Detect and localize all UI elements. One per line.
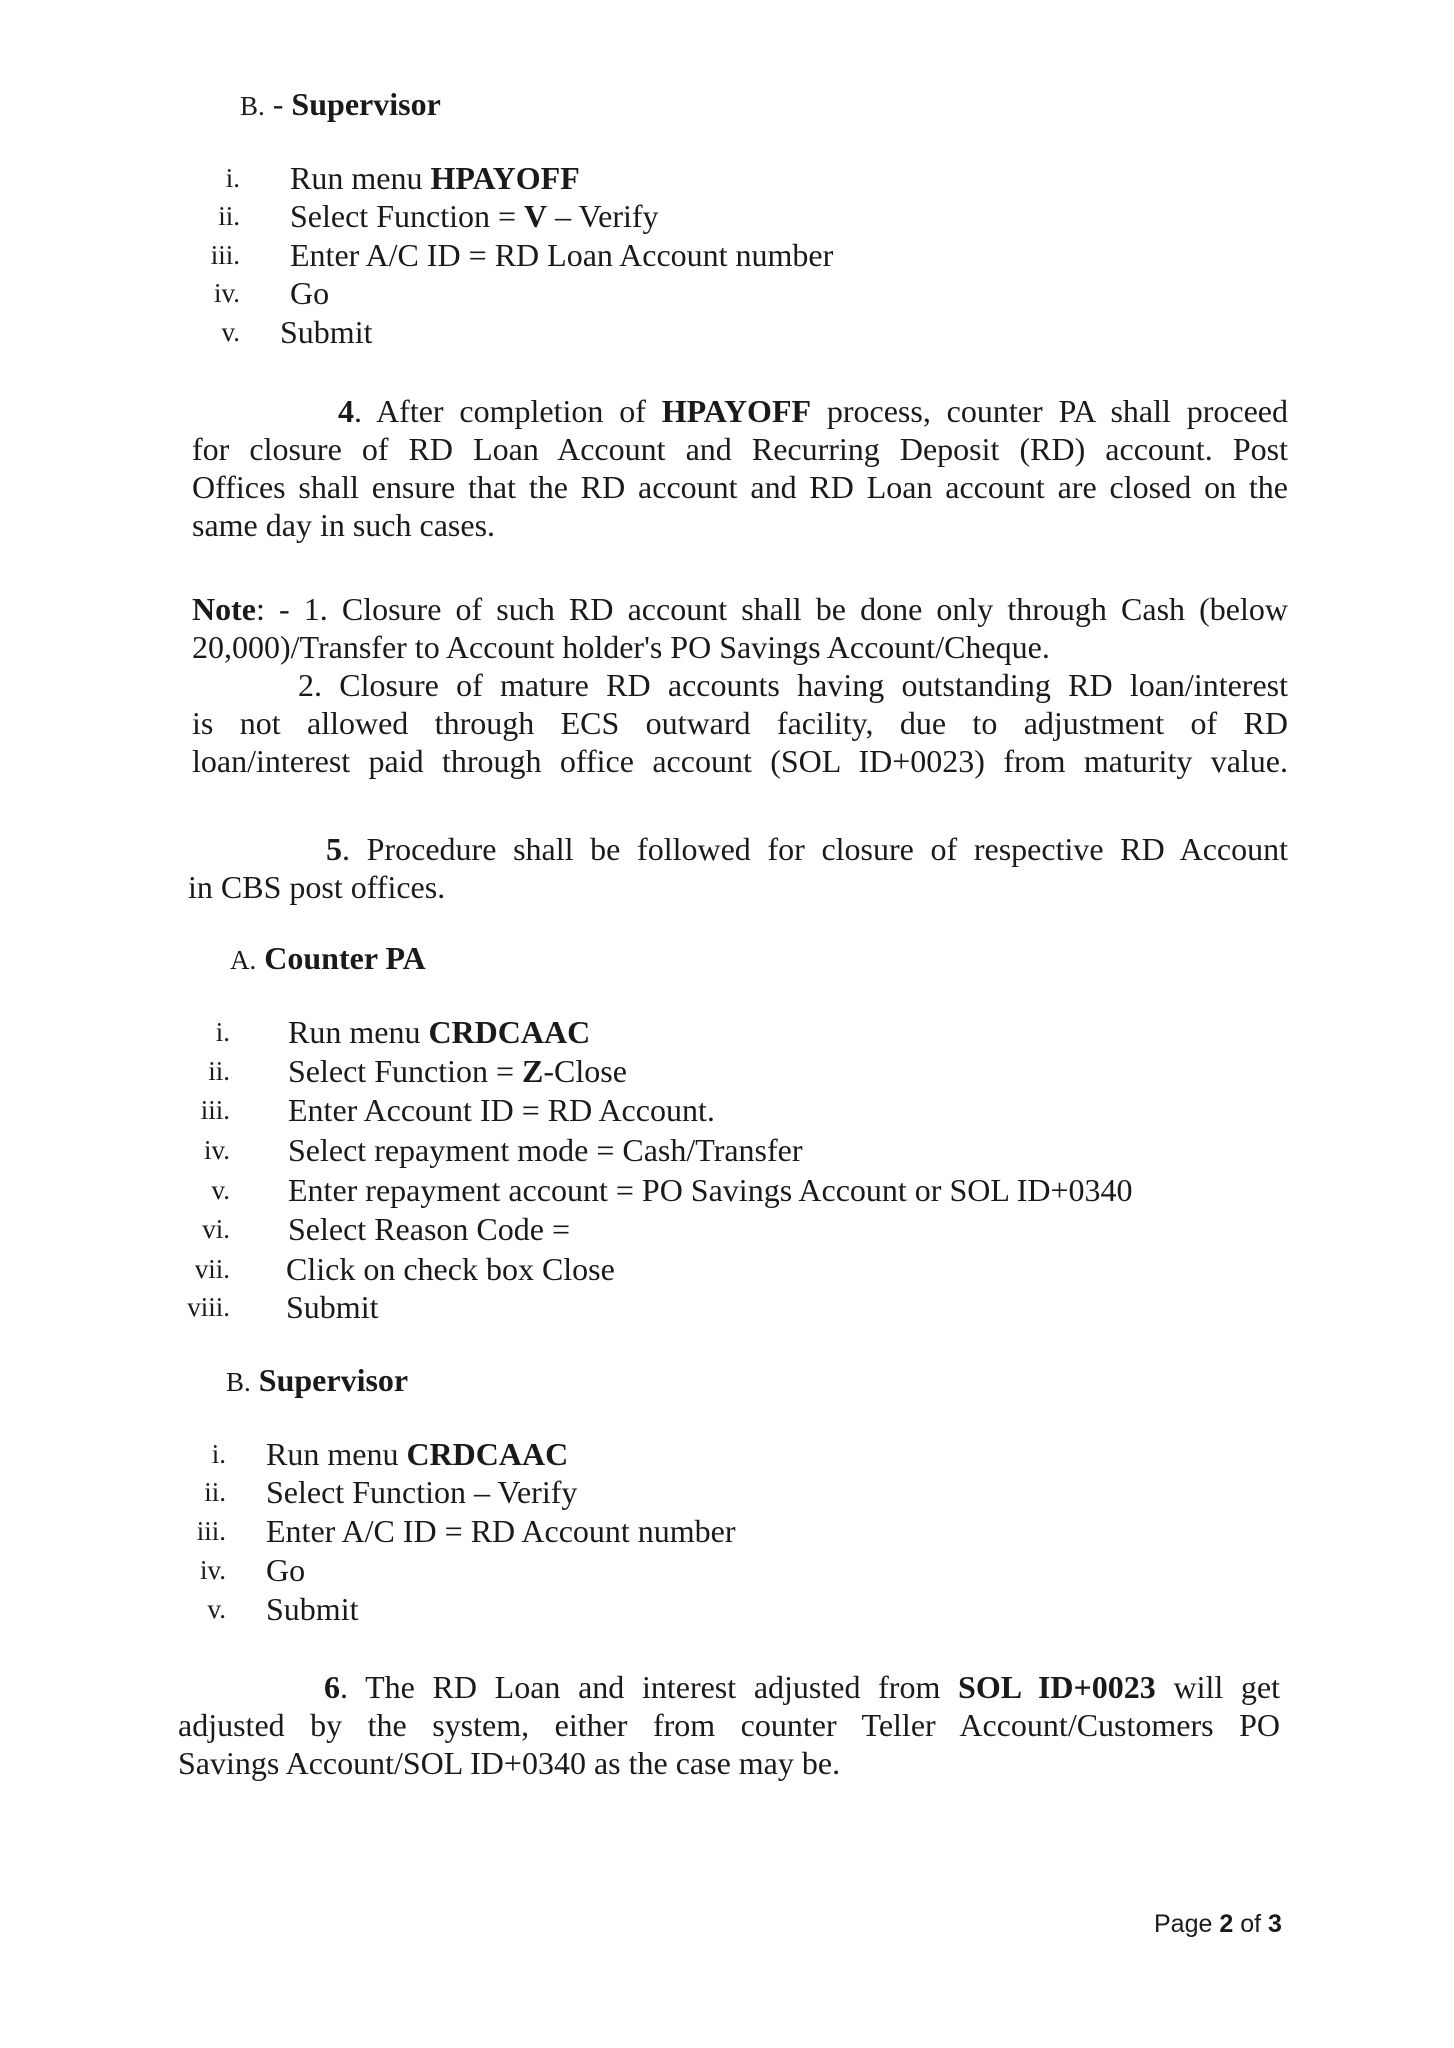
item-text: Select Function – Verify [266,1474,578,1510]
item-number: i. [225,163,240,193]
paragraph-line: loan/interest paid through office account (SOL ID+0023) from maturity value. [192,743,1288,779]
section-a-counter-pa-heading [230,940,426,977]
section-letter: B. [226,1367,251,1397]
paragraph-line: Offices shall ensure that the RD account and RD Loan account are closed on the [192,469,1288,505]
item-number: iii. [210,240,240,270]
paragraph-line: same day in such cases. [192,507,496,543]
item-number: vi. [202,1214,230,1244]
section-title: Counter PA [264,940,426,976]
item-text: Enter repayment account = PO Savings Account or SOL ID+0340 [288,1172,1133,1208]
section-letter: A. [230,945,257,975]
paragraph-number: 5 [326,831,342,867]
page-number-footer: Page 2 of 3 [1154,1910,1282,1938]
item-number: v. [211,1175,230,1205]
item-text: Go [290,275,330,311]
item-text: Submit [280,314,373,350]
note-label: Note [192,591,256,627]
paragraph-5 [188,830,1288,906]
section-title: Supervisor [258,1362,409,1398]
section-b-supervisor-heading-2 [226,1362,408,1399]
paragraph-line: 5. Procedure shall be followed for closure of respective RD Account [326,831,1288,867]
item-text: Enter A/C ID = RD Account number [266,1513,736,1549]
item-text: Enter A/C ID = RD Loan Account number [290,237,834,273]
item-text: Run menu CRDCAAC [288,1014,591,1050]
item-number: iv. [214,278,240,308]
item-number: vii. [194,1254,230,1284]
paragraph-line: Note: - 1. Closure of such RD account shall be done only through Cash (below [192,591,1288,627]
item-text: Submit [266,1591,359,1627]
item-text: Select Function = Z-Close [288,1053,627,1089]
item-number: v. [207,1594,226,1624]
section-letter: B. [240,91,265,121]
paragraph-6 [178,1668,1280,1782]
section-b-supervisor-heading [240,86,441,123]
item-number: v. [221,317,240,347]
heading-dash: - [264,86,292,122]
item-number: iii. [196,1516,226,1546]
item-text: Select Function = V – Verify [290,198,659,234]
item-number: i. [211,1439,226,1469]
paragraph-line: for closure of RD Loan Account and Recurring Deposit (RD) account. Post [192,431,1288,467]
item-text: Enter Account ID = RD Account. [288,1092,715,1128]
item-text: Run menu HPAYOFF [290,160,580,196]
item-text: Select repayment mode = Cash/Transfer [288,1132,803,1168]
item-number: ii. [208,1056,230,1086]
item-number: ii. [218,201,240,231]
item-text: Go [266,1552,306,1588]
paragraph-number: 4 [338,393,354,429]
item-number: viii. [187,1292,230,1322]
item-number: iii. [200,1095,230,1125]
item-number: i. [215,1017,230,1047]
item-number: ii. [204,1477,226,1507]
paragraph-line: 6. The RD Loan and interest adjusted from SOL ID+0023 will get [324,1669,1281,1705]
paragraph-line: is not allowed through ECS outward facility, due to adjustment of RD [192,705,1288,741]
item-number: iv. [200,1555,226,1585]
item-number: iv. [204,1135,230,1165]
item-text: Select Reason Code = [288,1211,570,1247]
paragraph-line: 2. Closure of mature RD accounts having outstanding RD loan/interest [298,667,1288,703]
paragraph-line: Savings Account/SOL ID+0340 as the case may be. [178,1745,841,1781]
paragraph-line: adjusted by the system, either from counter Teller Account/Customers PO [178,1707,1280,1743]
paragraph-line: 20,000)/Transfer to Account holder's PO Savings Account/Cheque. [192,629,1050,665]
item-text: Click on check box Close [286,1251,615,1287]
section-title: Supervisor [291,86,441,122]
note-block [192,590,1288,780]
paragraph-line: in CBS post offices. [188,869,446,905]
item-text: Submit [286,1289,379,1325]
paragraph-number: 6 [324,1669,340,1705]
paragraph-4 [192,392,1288,544]
item-text: Run menu CRDCAAC [266,1436,569,1472]
paragraph-line: 4. After completion of HPAYOFF process, counter PA shall proceed [338,393,1289,429]
